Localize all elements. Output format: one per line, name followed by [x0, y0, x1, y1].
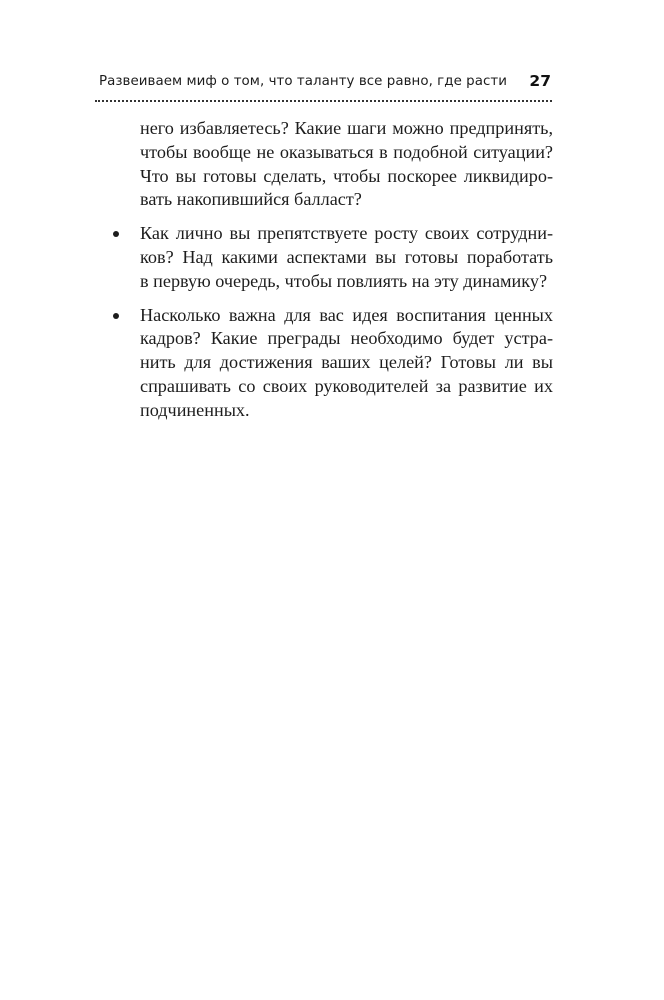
text-line: спрашивать со своих руководителей за развитие их [140, 375, 553, 396]
page-number: 27 [529, 72, 551, 90]
text-line: кадров? Какие преграды необходимо будет устра- [140, 328, 553, 349]
text-line: вать накопившийся балласт? [140, 189, 362, 210]
text-line: него избавляетесь? Какие шаги можно предпринять, [140, 118, 553, 138]
header-dotted-rule [95, 100, 552, 102]
bullet-item [113, 304, 553, 423]
running-title: Развеиваем миф о том, что таланту все равно, где расти [98, 74, 507, 89]
text-line: в первую очередь, чтобы повлиять на эту динамику? [140, 270, 548, 291]
bullet-item [113, 222, 553, 293]
running-header [95, 72, 551, 96]
bullet-dot-icon [113, 231, 119, 237]
text-line: ков? Над какими аспектами вы готовы поработать [140, 246, 553, 267]
text-line: Насколько важна для вас идея воспитания ценных [140, 304, 553, 325]
text-line: нить для достижения ваших целей? Готовы ли вы [140, 352, 553, 373]
body-text [113, 117, 553, 423]
bullet-dot-icon [113, 313, 119, 319]
text-line: чтобы вообще не оказываться в подобной ситуации? [140, 141, 553, 162]
text-line: Что вы готовы сделать, чтобы поскорее ликвидиро- [140, 165, 553, 186]
text-line: подчиненных. [140, 399, 250, 420]
text-line: Как лично вы препятствуете росту своих сотрудни- [140, 223, 553, 244]
continued-paragraph [113, 117, 553, 212]
